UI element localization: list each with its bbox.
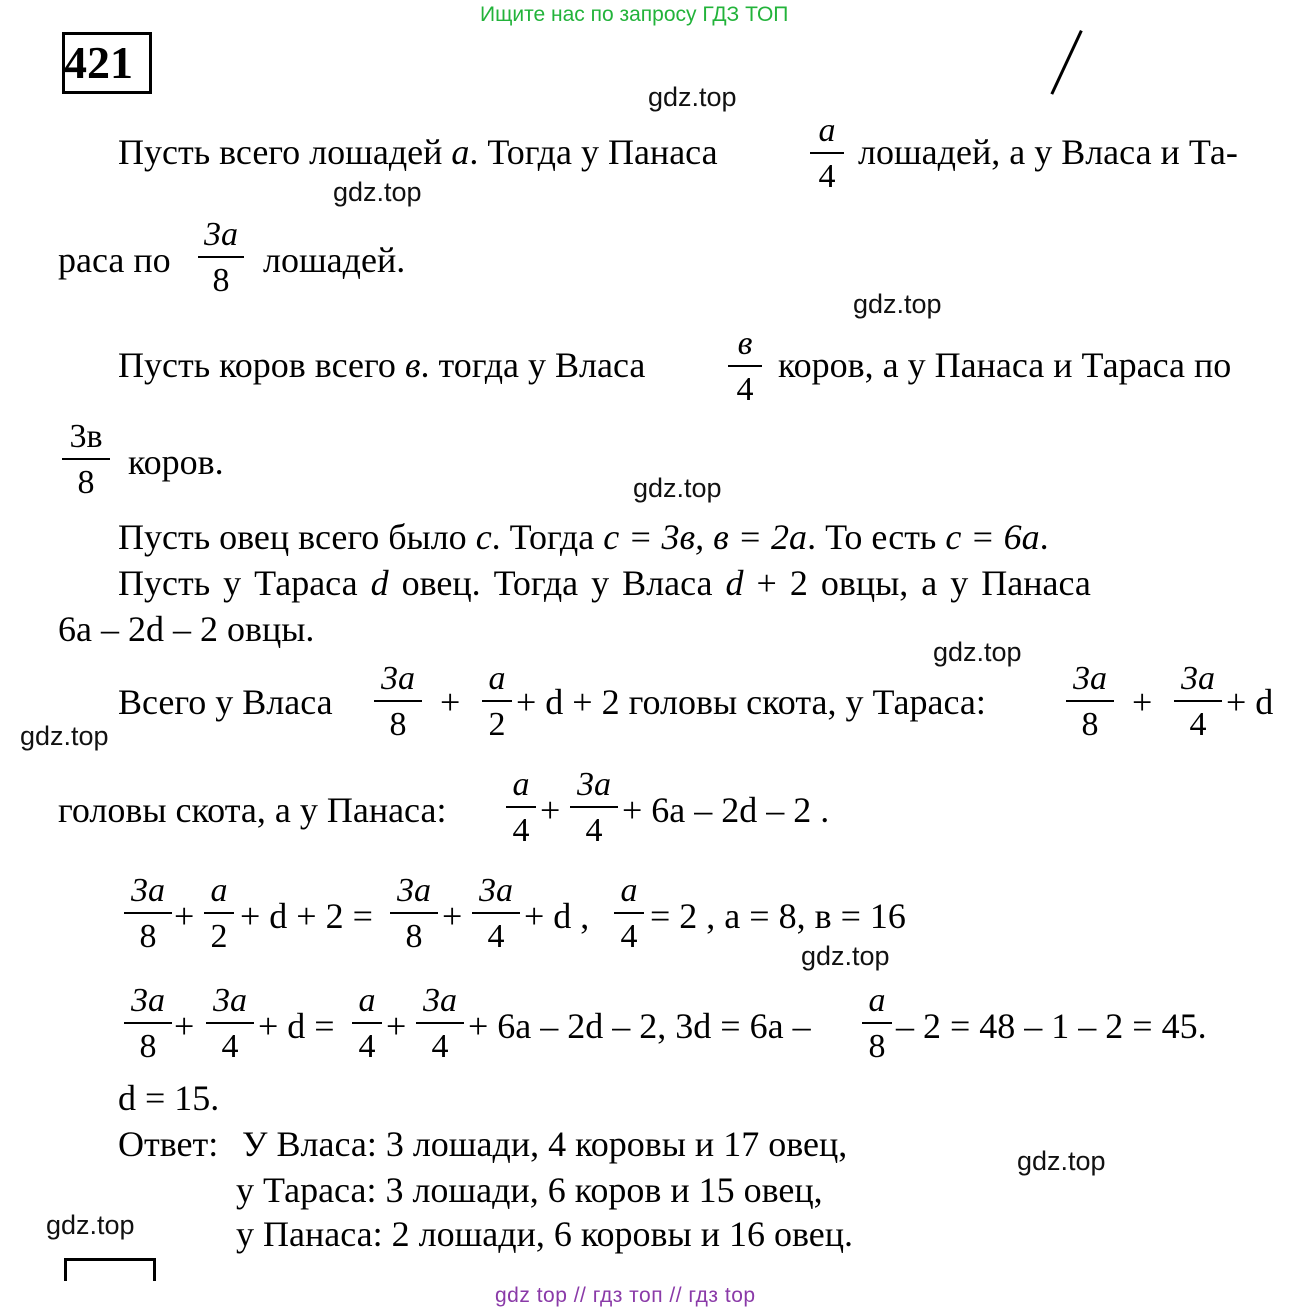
footer-links[interactable]: gdz top // гдз топ // гдз top [495, 1284, 756, 1307]
fraction: 3a 4 [1174, 662, 1222, 742]
fraction: 3a 8 [390, 874, 438, 954]
watermark: gdz.top [648, 82, 737, 112]
watermark: gdz.top [20, 721, 109, 751]
p2-line1: Пусть коров всего в. тогда у Власа [118, 345, 646, 385]
answer-line3: у Панаса: 2 лошади, 6 коровы и 16 овец. [236, 1214, 854, 1254]
p2-line2: коров. [128, 442, 224, 482]
p1-line2: раса по [58, 240, 171, 280]
fraction: 3a 4 [206, 984, 254, 1064]
p1-line1: Пусть всего лошадей a. Тогда у Панаса [118, 132, 718, 172]
slash-mark [1050, 30, 1082, 95]
plus: + [1132, 682, 1153, 722]
eq3: d = 15. [118, 1078, 220, 1118]
watermark: gdz.top [801, 941, 890, 971]
fraction: a 8 [862, 984, 892, 1064]
plus: + [174, 896, 195, 936]
fraction: 3a 4 [570, 768, 618, 848]
fraction: 3a 4 [472, 874, 520, 954]
search-hint: Ищите нас по запросу ГДЗ ТОП [480, 3, 789, 26]
plus: + [440, 682, 461, 722]
watermark: gdz.top [933, 637, 1022, 667]
plus: + [442, 896, 463, 936]
fraction: 3a 8 [374, 662, 422, 742]
watermark: gdz.top [333, 177, 422, 207]
plus: + [386, 1006, 407, 1046]
answer-line1: У Власа: 3 лошади, 4 коровы и 17 овец, [242, 1124, 848, 1164]
watermark: gdz.top [633, 473, 722, 503]
answer-line2: у Тараса: 3 лошади, 6 коров и 15 овец, [236, 1170, 823, 1210]
eq1-end: = 2 , a = 8, в = 16 [650, 896, 906, 936]
next-task-box [64, 1258, 156, 1281]
p2-line1-end: коров, а у Панаса и Тараса по [778, 345, 1232, 385]
fraction: a 4 [810, 114, 844, 194]
fraction: a 4 [506, 768, 536, 848]
fraction: в 4 [728, 327, 762, 407]
p3-line: Пусть овец всего было c. Тогда c = 3в, в = 2a. То есть c = 6a. [118, 517, 1049, 557]
fraction: 3a 8 [124, 984, 172, 1064]
p4-line2: 6a – 2d – 2 овцы. [58, 609, 315, 649]
eq2-d: + 6a – 2d – 2, 3d = 6a – [468, 1006, 811, 1046]
plus: + [174, 1006, 195, 1046]
eq1-mid: + d + 2 = [240, 896, 373, 936]
p1-line1-end: лошадей, а у Власа и Та- [858, 132, 1238, 172]
watermark: gdz.top [46, 1210, 135, 1240]
eq1-d: + d , [524, 896, 590, 936]
watermark: gdz.top [1017, 1146, 1106, 1176]
p4-line1: Пусть у Тараса d овец. Тогда у Власа d + 2 овцы, а у Панаса [118, 563, 1091, 603]
task-number: 421 [64, 37, 133, 88]
p5-line2-end: + 6a – 2d – 2 . [622, 790, 830, 830]
eq2-mid: + d = [258, 1006, 335, 1046]
watermark: gdz.top [853, 289, 942, 319]
fraction: 3в 8 [62, 420, 110, 500]
fraction: a 2 [204, 874, 234, 954]
plus: + [540, 790, 561, 830]
p5-line1: Всего у Власа [118, 682, 333, 722]
p1-line2-end: лошадей. [263, 240, 406, 280]
fraction: a 4 [352, 984, 382, 1064]
fraction: 3a 4 [416, 984, 464, 1064]
fraction: 3a 8 [124, 874, 172, 954]
p5-line1-mid: + d + 2 головы скота, у Тараса: [516, 682, 986, 722]
fraction: 3a 8 [198, 218, 244, 298]
answer-label: Ответ: [118, 1124, 219, 1164]
eq2-end: – 2 = 48 – 1 – 2 = 45. [896, 1006, 1207, 1046]
fraction: 3a 8 [1066, 662, 1114, 742]
p5-line1-end: + d [1226, 682, 1274, 722]
fraction: a 4 [614, 874, 644, 954]
p5-line2: головы скота, а у Панаса: [58, 790, 447, 830]
fraction: a 2 [482, 662, 512, 742]
